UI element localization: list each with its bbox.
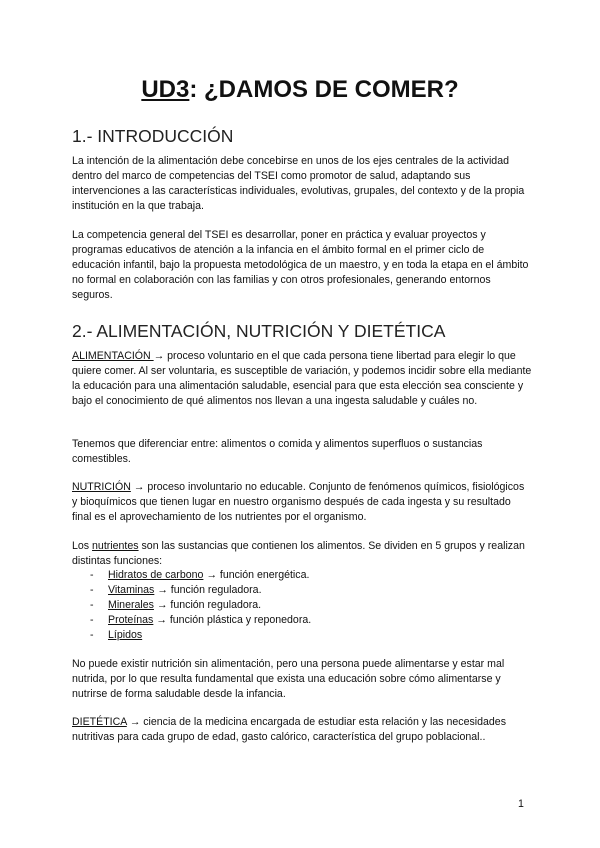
dietetica-paragraph (72, 715, 532, 745)
title-text: : ¿DAMOS DE COMER? (189, 76, 459, 103)
title-unit-code: UD3 (141, 76, 190, 103)
nutrient-function: → función reguladora. (153, 599, 262, 611)
nutrientes-post: son las sustancias que contienen los alimentos. Se dividen en 5 grupos y realizan distintas funciones: (72, 540, 525, 567)
nutricion-definition: → proceso involuntario no educable. Conjunto de fenómenos químicos, fisiológicos y bioquímicos que tienen lugar en nuestro organismo después de cada ingesta y su resultado final es el aprovechamiento de los nutrientes por el organismo. (72, 481, 525, 523)
nutricion-term: NUTRICIÓN (72, 481, 131, 493)
dietetica-definition: → ciencia de la medicina encargada de estudiar esta relación y las necesidades nutritivas para cada grupo de edad, gasto calórico, característica del grupo poblacional.. (72, 716, 506, 743)
intro-paragraph-1: La intención de la alimentación debe concebirse en unos de los ejes centrales de la actividad dentro del marco de competencias del TSEI como promotor de salud, adaptando sus intervenciones a las características individuales, evolutivas, grupales, del contexto y de la propia institución en la que trabaja. (72, 155, 525, 212)
nutrientes-term: nutrientes (92, 540, 139, 552)
alimentacion-paragraph (72, 349, 532, 409)
nutrient-function: → función reguladora. (154, 584, 262, 596)
list-item (90, 613, 490, 628)
nutrient-function: → función plástica y reponedora. (153, 614, 312, 626)
list-bullet: - (90, 614, 94, 626)
nutrient-name: Minerales (108, 599, 154, 611)
list-item (90, 568, 490, 583)
nutrient-function: → función energética. (203, 569, 310, 581)
intro-paragraph-2: La competencia general del TSEI es desarrollar, poner en práctica y evaluar proyectos y programas educativos de atención a la infancia en el ámbito formal en el primer ciclo de educación infantil, bajo la propuesta metodológica de un maestro, y en toda la etapa en el ámbito no formal en colaboración con las familias y con otros profesionales, generando entornos seguros. (72, 229, 529, 301)
section-heading-alimentacion-nutricion: 2.- ALIMENTACIÓN, NUTRICIÓN Y DIETÉTICA (72, 321, 446, 341)
list-bullet: - (90, 629, 94, 641)
sin-alimentacion-paragraph: No puede existir nutrición sin alimentación, pero una persona puede alimentarse y estar mal nutrida, por lo que resulta fundamental que exista una educación sobre cómo alimentarse y nutrirse de forma saludable desde la infancia. (72, 658, 505, 700)
nutrient-name: Hidratos de carbono (108, 569, 204, 581)
nutrientes-pre: Los (72, 540, 93, 552)
nutricion-paragraph (72, 480, 532, 525)
list-bullet: - (90, 584, 94, 596)
nutrient-groups-list (90, 568, 490, 643)
list-item (90, 598, 490, 613)
diferenciar-paragraph: Tenemos que diferenciar entre: alimentos o comida y alimentos superfluos o sustancias comestibles. (72, 438, 483, 465)
dietetica-term: DIETÉTICA (72, 716, 127, 728)
alimentacion-term: ALIMENTACIÓN (72, 350, 154, 362)
document-title (0, 76, 600, 104)
list-item (90, 583, 490, 598)
list-item (90, 628, 490, 643)
list-bullet: - (90, 599, 94, 611)
section-heading-introduccion: 1.- INTRODUCCIÓN (72, 126, 234, 146)
page-number: 1 (518, 798, 524, 810)
nutrient-name: Vitaminas (108, 584, 155, 596)
nutrientes-paragraph (72, 539, 532, 569)
nutrient-name: Proteínas (108, 614, 154, 626)
list-bullet: - (90, 569, 94, 581)
alimentacion-definition: → proceso voluntario en el que cada persona tiene libertad para elegir lo que quiere comer. Al ser voluntaria, es susceptible de variación, y podemos incidir sobre ella mediante la educación para una alimentación saludable, esencial para que esta elección sea consciente y bajo el conocimiento de qué alimentos nos llevan a una ingesta saludable y cuáles no. (72, 350, 532, 407)
nutrient-name: Lípidos (108, 629, 143, 641)
